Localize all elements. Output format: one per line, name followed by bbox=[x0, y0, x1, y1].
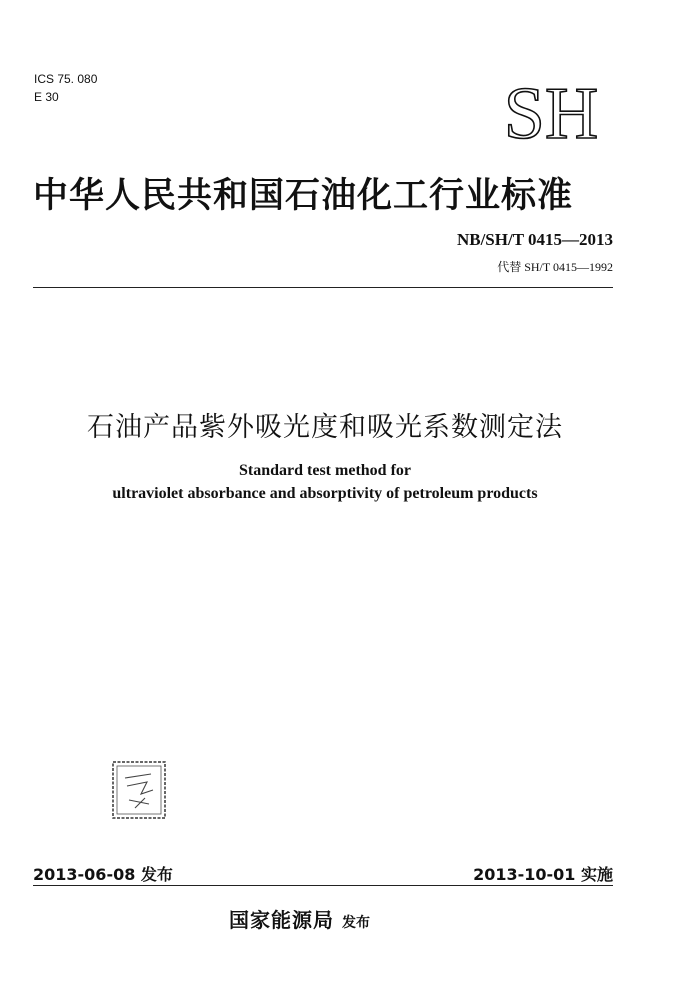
issuer-suffix: 发布 bbox=[342, 915, 370, 931]
header-divider bbox=[33, 287, 613, 288]
standard-number: NB/SH/T 0415—2013 bbox=[456, 230, 613, 249]
standard-title-english-line2: ultraviolet absorbance and absorptivity of petroleum products bbox=[112, 485, 538, 502]
ccs-code: E 30 bbox=[34, 90, 59, 104]
issuer-name: 国家能源局 bbox=[229, 908, 334, 932]
sh-logo-text: SH bbox=[503, 78, 599, 144]
issue-date: 2013-06-08 发布 bbox=[33, 865, 173, 884]
standard-title-english-line1: Standard test method for bbox=[239, 462, 411, 479]
issuing-sector-title: 中华人民共和国石油化工行业标准 bbox=[33, 176, 574, 216]
standard-title-chinese: 石油产品紫外吸光度和吸光系数测定法 bbox=[87, 412, 563, 443]
ics-code: ICS 75. 080 bbox=[34, 72, 98, 86]
registration-stamp bbox=[111, 760, 167, 820]
effective-date: 2013-10-01 实施 bbox=[473, 865, 613, 884]
footer-divider bbox=[33, 885, 613, 886]
classification-codes bbox=[34, 70, 97, 106]
replaces-standard: 代替 SH/T 0415—1992 bbox=[497, 260, 613, 274]
issuer bbox=[229, 904, 370, 933]
sh-logo bbox=[489, 78, 613, 144]
